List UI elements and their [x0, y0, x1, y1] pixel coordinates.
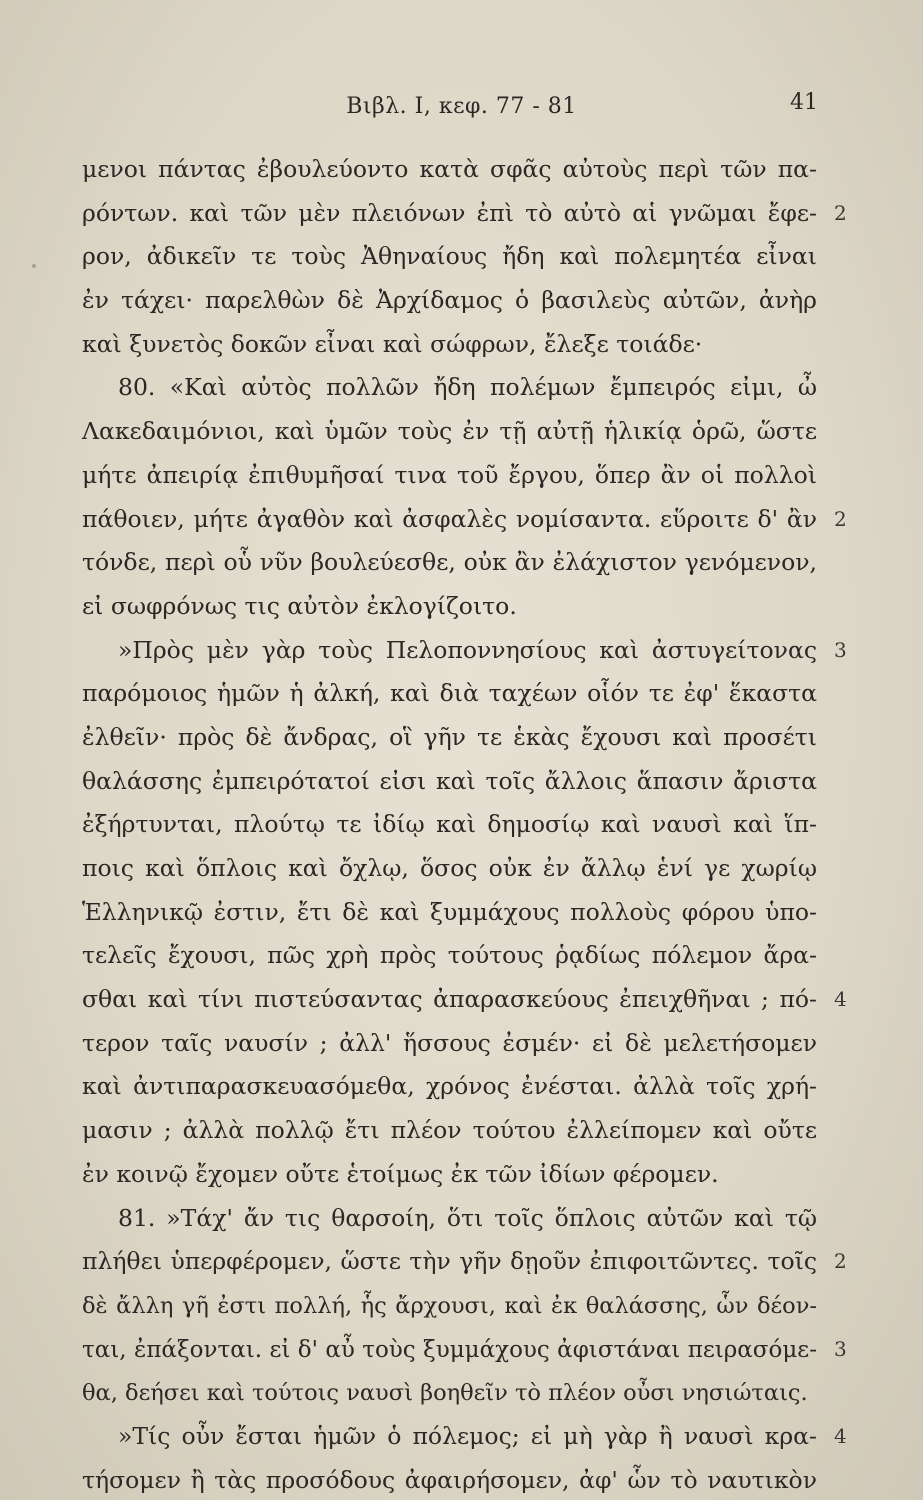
line-text: ρόντων. καὶ τῶν μὲν πλειόνων ἐπὶ τὸ αὐτὸ αἱ γνῶμαι ἔφε- — [82, 198, 817, 227]
line-text: πλήθει ὑπερφέρομεν, ὥστε τὴν γῆν δῃοῦν ἐπιφοιτῶντες. τοῖς — [82, 1247, 817, 1276]
text-line — [82, 498, 847, 542]
text-line — [82, 1022, 817, 1066]
line-text: Ἑλληνικῷ ἐστιν, ἔτι δὲ καὶ ξυμμάχους πολλοὺς φόρου ὑπο- — [82, 897, 817, 926]
text-line — [82, 1415, 847, 1459]
running-head: Βιβλ. I, κεφ. 77 - 81 — [346, 94, 577, 119]
text-body — [82, 148, 847, 1500]
line-text: »Πρὸς μὲν γὰρ τοὺς Πελοποννησίους καὶ ἀστυγείτονας — [118, 635, 817, 664]
line-text: Λακεδαιμόνιοι, καὶ ὑμῶν τοὺς ἐν τῇ αὐτῇ ἡλικίᾳ ὁρῶ, ὥστε — [82, 417, 817, 446]
text-line — [82, 891, 817, 935]
section-number: 3 — [834, 1336, 847, 1361]
section-number: 4 — [834, 987, 847, 1012]
line-text: τελεῖς ἔχουσι, πῶς χρὴ πρὸς τούτους ῥᾳδίως πόλεμον ἄρα- — [82, 941, 817, 970]
line-text: »Τίς οὖν ἔσται ἡμῶν ὁ πόλεμος; εἰ μὴ γὰρ ἢ ναυσὶ κρα- — [118, 1421, 817, 1450]
line-text: θα, δεήσει καὶ τούτοις ναυσὶ βοηθεῖν τὸ πλέον οὖσι νησιώταις. — [82, 1380, 808, 1407]
section-number: 4 — [834, 1423, 847, 1448]
text-line — [82, 978, 847, 1022]
line-text: εἰ σωφρόνως τις αὐτὸν ἐκλογίζοιτο. — [82, 591, 517, 620]
text-line — [82, 541, 817, 585]
text-line — [82, 1284, 817, 1328]
text-line — [82, 629, 847, 673]
line-text: τερον ταῖς ναυσίν ; ἀλλ' ἥσσους ἐσμέν· εἰ δὲ μελετήσομεν — [82, 1028, 817, 1057]
line-text: ποις καὶ ὅπλοις καὶ ὄχλῳ, ὅσος οὐκ ἐν ἄλλῳ ἑνί γε χωρίῳ — [82, 854, 817, 882]
text-line — [82, 847, 817, 891]
text-line — [82, 1197, 817, 1241]
line-text: 81. »Τάχ' ἄν τις θαρσοίη, ὅτι τοῖς ὅπλοις αὐτῶν καὶ τῷ — [118, 1203, 817, 1232]
page-number: 41 — [790, 90, 818, 115]
text-line — [82, 1153, 817, 1197]
text-line — [82, 279, 817, 323]
text-line — [82, 1109, 817, 1153]
line-text: παρόμοιος ἡμῶν ἡ ἀλκή, καὶ διὰ ταχέων οἷόν τε ἐφ' ἕκαστα — [82, 679, 817, 708]
line-text: μασιν ; ἀλλὰ πολλῷ ἔτι πλέον τούτου ἐλλείπομεν καὶ οὔτε — [82, 1116, 817, 1145]
text-line — [82, 1371, 817, 1415]
line-text: ἐν τάχει· παρελθὼν δὲ Ἀρχίδαμος ὁ βασιλεὺς αὐτῶν, ἀνὴρ — [82, 286, 817, 315]
line-text: καὶ ἀντιπαρασκευασόμεθα, χρόνος ἐνέσται. ἀλλὰ τοῖς χρή- — [82, 1072, 817, 1101]
text-line — [82, 803, 817, 847]
line-text: τήσομεν ἢ τὰς προσόδους ἀφαιρήσομεν, ἀφ' ὧν τὸ ναυτικὸν — [82, 1465, 817, 1494]
line-text: ται, ἐπάξονται. εἰ δ' αὖ τοὺς ξυμμάχους ἀφιστάναι πειρασόμε- — [82, 1336, 817, 1363]
text-line — [82, 148, 817, 192]
text-line — [82, 585, 817, 629]
line-text: 80. «Καὶ αὐτὸς πολλῶν ἤδη πολέμων ἔμπειρός εἰμι, ὦ — [118, 373, 817, 402]
section-number: 2 — [834, 1249, 847, 1274]
line-text: μήτε ἀπειρίᾳ ἐπιθυμῆσαί τινα τοῦ ἔργου, ὅπερ ἂν οἱ πολλοὶ — [82, 460, 817, 489]
line-text: τόνδε, περὶ οὗ νῦν βουλεύεσθε, οὐκ ἂν ἐλάχιστον γενόμενον, — [82, 548, 817, 577]
text-line — [82, 410, 817, 454]
text-line — [82, 760, 817, 804]
text-line — [82, 366, 817, 410]
text-line — [82, 716, 817, 760]
text-line — [82, 235, 817, 279]
section-number: 2 — [834, 200, 847, 225]
text-line — [82, 323, 817, 367]
line-text: καὶ ξυνετὸς δοκῶν εἶναι καὶ σώφρων, ἔλεξε τοιάδε· — [82, 329, 703, 358]
line-text: σθαι καὶ τίνι πιστεύσαντας ἀπαρασκεύους ἐπειχθῆναι ; πό- — [82, 985, 817, 1014]
section-number: 2 — [834, 506, 847, 531]
line-text: ἐν κοινῷ ἔχομεν οὔτε ἑτοίμως ἐκ τῶν ἰδίων φέρομεν. — [82, 1159, 719, 1188]
text-line — [82, 1240, 847, 1284]
line-text: πάθοιεν, μήτε ἀγαθὸν καὶ ἀσφαλὲς νομίσαντα. εὕροιτε δ' ἂν — [82, 504, 817, 533]
page-header — [0, 88, 923, 128]
text-line — [82, 1065, 817, 1109]
text-line — [82, 672, 817, 716]
text-line — [82, 934, 817, 978]
line-text: ἐλθεῖν· πρὸς δὲ ἄνδρας, οἳ γῆν τε ἑκὰς ἔχουσι καὶ προσέτι — [82, 722, 817, 751]
text-line — [82, 1328, 847, 1372]
text-line — [82, 192, 847, 236]
line-text: ρον, ἀδικεῖν τε τοὺς Ἀθηναίους ἤδη καὶ πολεμητέα εἶναι — [82, 242, 817, 271]
section-number: 3 — [834, 637, 847, 662]
line-text: ἐξήρτυνται, πλούτῳ τε ἰδίῳ καὶ δημοσίῳ καὶ ναυσὶ καὶ ἵπ- — [82, 810, 817, 839]
line-text: μενοι πάντας ἐβουλεύοντο κατὰ σφᾶς αὐτοὺς περὶ τῶν πα- — [82, 155, 817, 183]
line-text: δὲ ἄλλη γῆ ἐστι πολλή, ἧς ἄρχουσι, καὶ ἐκ θαλάσσης, ὧν δέον- — [82, 1292, 817, 1319]
text-line — [82, 1459, 817, 1500]
text-line — [82, 454, 817, 498]
paper-stain — [32, 264, 36, 268]
line-text: θαλάσσης ἐμπειρότατοί εἰσι καὶ τοῖς ἄλλοις ἅπασιν ἄριστα — [82, 766, 817, 795]
